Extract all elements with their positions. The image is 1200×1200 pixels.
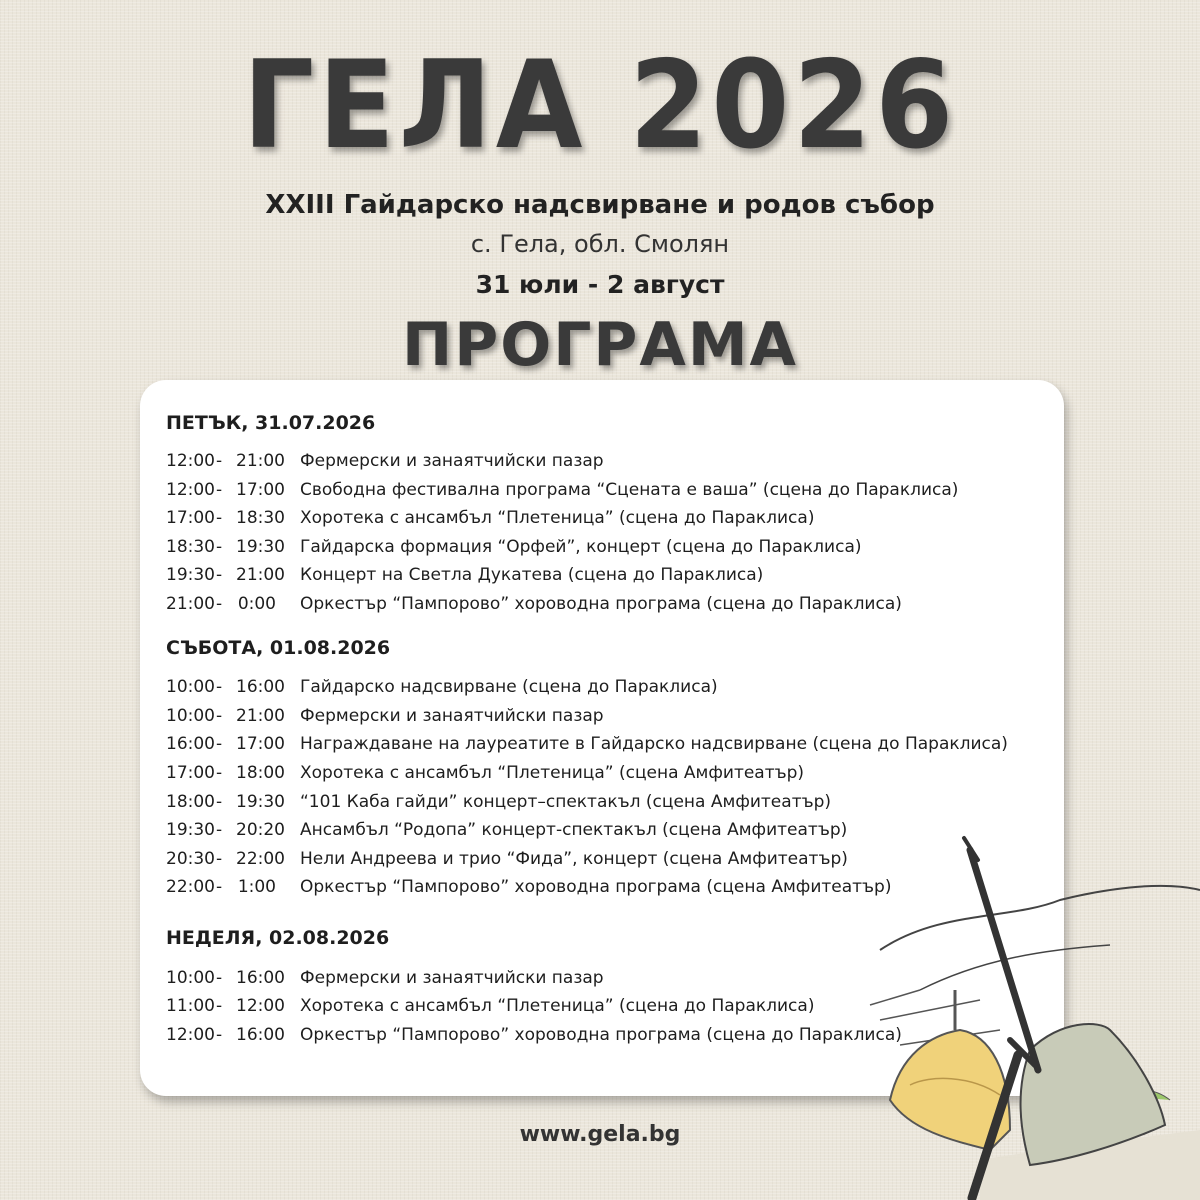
event-description: Ансамбъл “Родопа” концерт-спектакъл (сцена Амфитеатър) [300,820,848,840]
event-description: Гайдарско надсвирване (сцена до Параклиса) [300,677,718,697]
event-description: “101 Каба гайди” концерт–спектакъл (сцена Амфитеатър) [300,792,832,812]
end-time: 21:00 [236,451,285,471]
time-separator: - [216,763,223,783]
event-description: Оркестър “Пампорово” хороводна програма (сцена до Параклиса) [300,594,902,614]
day-title-sunday: НЕДЕЛЯ, 02.08.2026 [166,927,390,949]
page-title: ГЕЛА 2026 [242,35,958,177]
start-time: 21:00 [166,594,215,614]
end-time: 16:00 [236,1025,285,1045]
start-time: 18:30 [166,537,215,557]
time-separator: - [216,968,223,988]
start-time: 17:00 [166,508,215,528]
end-time: 16:00 [236,968,285,988]
start-time: 12:00 [166,480,215,500]
start-time: 18:00 [166,792,215,812]
event-description: Концерт на Светла Дукатева (сцена до Параклиса) [300,565,764,585]
event-description: Хоротека с ансамбъл “Плетеница” (сцена до Параклиса) [300,996,815,1016]
time-separator: - [216,537,223,557]
end-time: 19:30 [236,792,285,812]
end-time: 17:00 [236,480,285,500]
event-description: Оркестър “Пампорово” хороводна програма (сцена до Параклиса) [300,1025,902,1045]
start-time: 20:30 [166,849,215,869]
event-location: с. Гела, обл. Смолян [470,230,730,258]
time-separator: - [216,820,223,840]
time-separator: - [216,996,223,1016]
start-time: 22:00 [166,877,215,897]
event-description: Гайдарска формация “Орфей”, концерт (сцена до Параклиса) [300,537,862,557]
end-time: 12:00 [236,996,285,1016]
time-separator: - [216,677,223,697]
event-description: Хоротека с ансамбъл “Плетеница” (сцена Амфитеатър) [300,763,805,783]
time-separator: - [216,734,223,754]
end-time: 0:00 [237,594,276,614]
time-separator: - [216,849,223,869]
day-title-saturday: СЪБОТА, 01.08.2026 [166,637,391,659]
time-separator: - [216,480,223,500]
end-time: 16:00 [236,677,285,697]
event-description: Фермерски и занаятчийски пазар [300,968,604,988]
event-description: Фермерски и занаятчийски пазар [300,706,604,726]
program-title: ПРОГРАМА [402,310,798,380]
start-time: 19:30 [166,565,215,585]
event-description: Фермерски и занаятчийски пазар [300,451,604,471]
time-separator: - [216,565,223,585]
end-time: 18:00 [236,763,285,783]
time-separator: - [216,451,223,471]
start-time: 19:30 [166,820,215,840]
time-separator: - [216,1025,223,1045]
time-separator: - [216,594,223,614]
time-separator: - [216,877,223,897]
start-time: 10:00 [166,677,215,697]
start-time: 17:00 [166,763,215,783]
time-separator: - [216,706,223,726]
end-time: 19:30 [236,537,285,557]
start-time: 10:00 [166,968,215,988]
start-time: 12:00 [166,1025,215,1045]
event-description: Награждаване на лауреатите в Гайдарско надсвирване (сцена до Параклиса) [300,734,1008,754]
end-time: 20:20 [236,820,285,840]
event-description: Оркестър “Пампорово” хороводна програма (сцена Амфитеатър) [300,877,892,897]
start-time: 16:00 [166,734,215,754]
event-subtitle: XXIII Гайдарско надсвирване и родов събор [265,190,935,220]
start-time: 10:00 [166,706,215,726]
end-time: 18:30 [236,508,285,528]
bagpipe-illustration-icon [860,830,1200,1200]
start-time: 12:00 [166,451,215,471]
end-time: 1:00 [237,877,276,897]
end-time: 21:00 [236,565,285,585]
time-separator: - [216,508,223,528]
website-url[interactable]: www.gela.bg [519,1122,681,1147]
event-description: Хоротека с ансамбъл “Плетеница” (сцена до Параклиса) [300,508,815,528]
time-separator: - [216,792,223,812]
event-description: Свободна фестивална програма “Сцената е ваша” (сцена до Параклиса) [300,480,959,500]
day-title-friday: ПЕТЪК, 31.07.2026 [166,412,376,434]
end-time: 21:00 [236,706,285,726]
event-description: Нели Андреева и трио “Фида”, концерт (сцена Амфитеатър) [300,849,848,869]
end-time: 17:00 [236,734,285,754]
end-time: 22:00 [236,849,285,869]
event-dates: 31 юли - 2 август [475,270,725,299]
start-time: 11:00 [166,996,215,1016]
